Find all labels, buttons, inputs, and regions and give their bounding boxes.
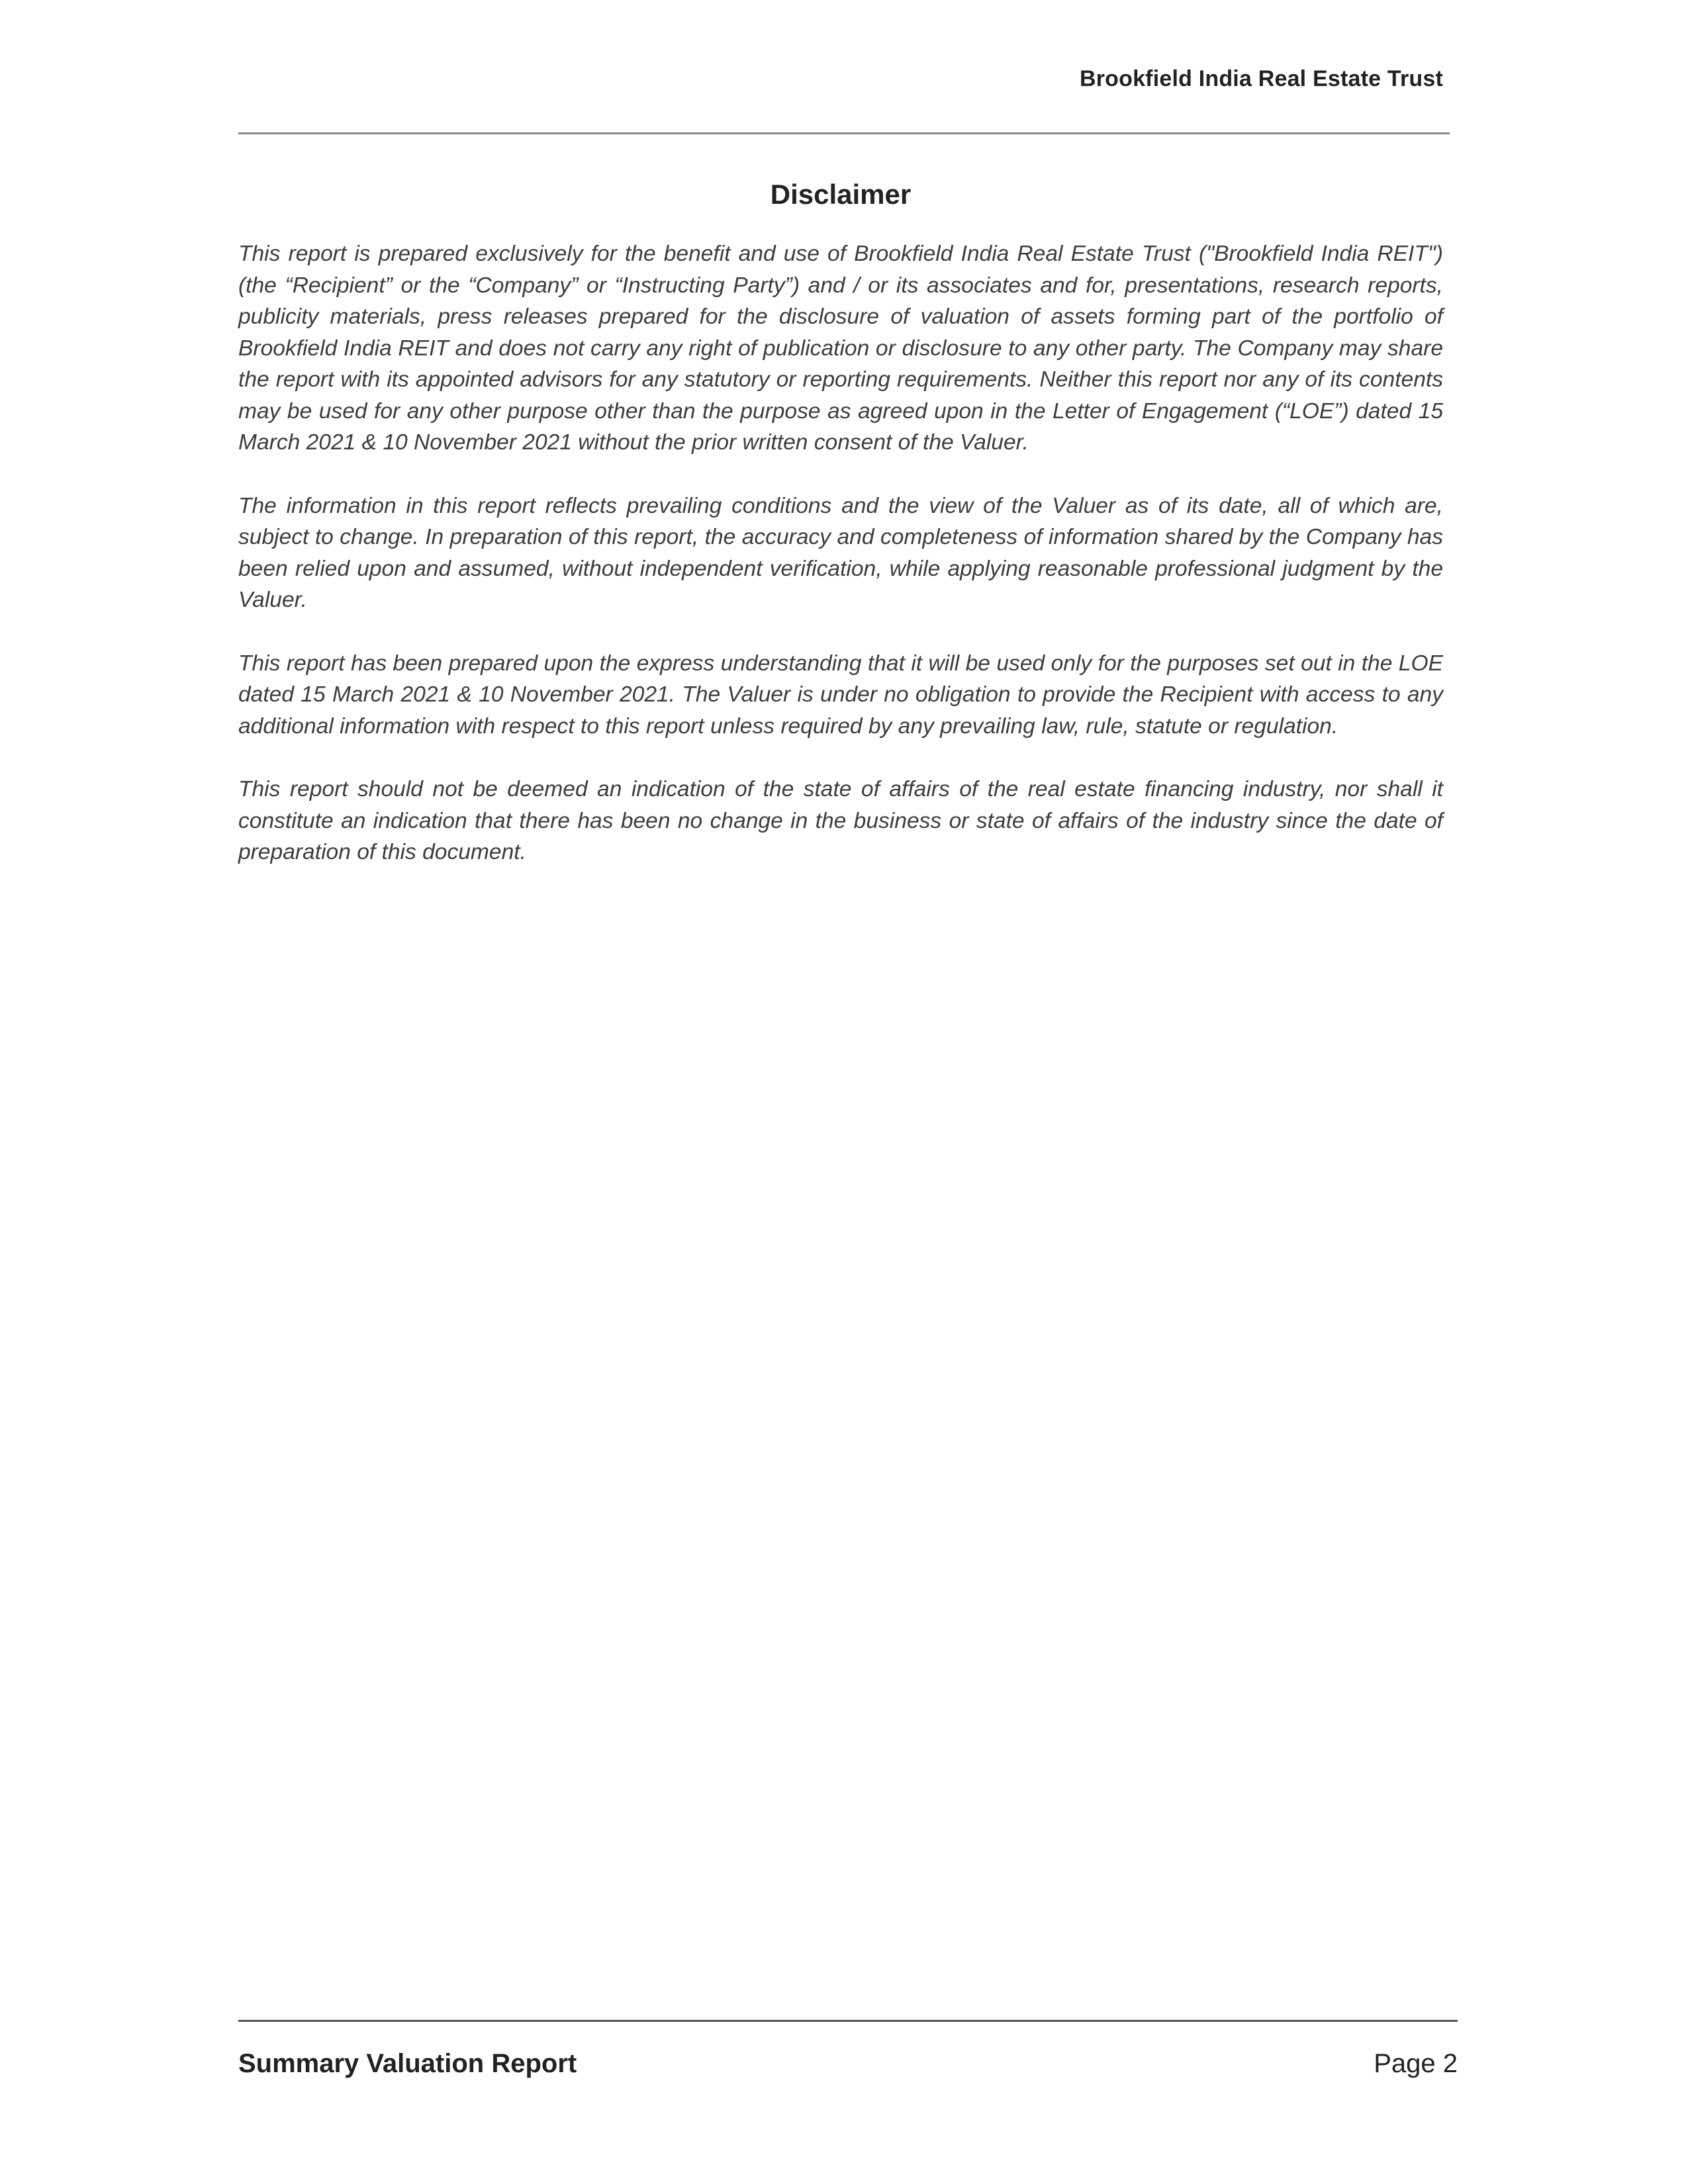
- footer-divider: [238, 2020, 1458, 2022]
- disclaimer-paragraph: This report is prepared exclusively for the benefit and use of Brookfield India Real Estate Trust ("Brookfield India REIT") (the “Recipient” or the “Company” or “Instructing Party”) and / or its associates and for, presentations, research reports, publicity materials, press releases prepared for the disclosure of valuation of assets forming part of the portfolio of Brookfield India REIT and does not carry any right of publication or disclosure to any other party. The Company may share the report with its appointed advisors for any statutory or reporting requirements. Neither this report nor any of its contents may be used for any other purpose other than the purpose as agreed upon in the Letter of Engagement (“LOE”) dated 15 March 2021 & 10 November 2021 without the prior written consent of the Valuer.: [238, 242, 1443, 455]
- disclaimer-paragraph: This report should not be deemed an indication of the state of affairs of the real estate financing industry, nor shall it constitute an indication that there has been no change in the business or state of affairs of the industry since the date of preparation of this document.: [238, 777, 1443, 864]
- footer-report-name: Summary Valuation Report: [238, 2049, 577, 2078]
- disclaimer-body: [238, 238, 1443, 900]
- page-number: Page 2: [1374, 2049, 1458, 2078]
- header-divider: [238, 132, 1450, 134]
- disclaimer-paragraph: This report has been prepared upon the express understanding that it will be used only for the purposes set out in the LOE dated 15 March 2021 & 10 November 2021. The Valuer is under no obligation to provide the Recipient with access to any additional information with respect to this report unless required by any prevailing law, rule, statute or regulation.: [238, 651, 1443, 739]
- disclaimer-paragraph: The information in this report reflects prevailing conditions and the view of the Valuer as of its date, all of which are, subject to change. In preparation of this report, the accuracy and completeness of information shared by the Company has been relied upon and assumed, without independent verification, while applying reasonable professional judgment by the Valuer.: [238, 493, 1443, 612]
- page-title: Disclaimer: [770, 179, 912, 210]
- header-org-name: Brookfield India Real Estate Trust: [1079, 66, 1443, 91]
